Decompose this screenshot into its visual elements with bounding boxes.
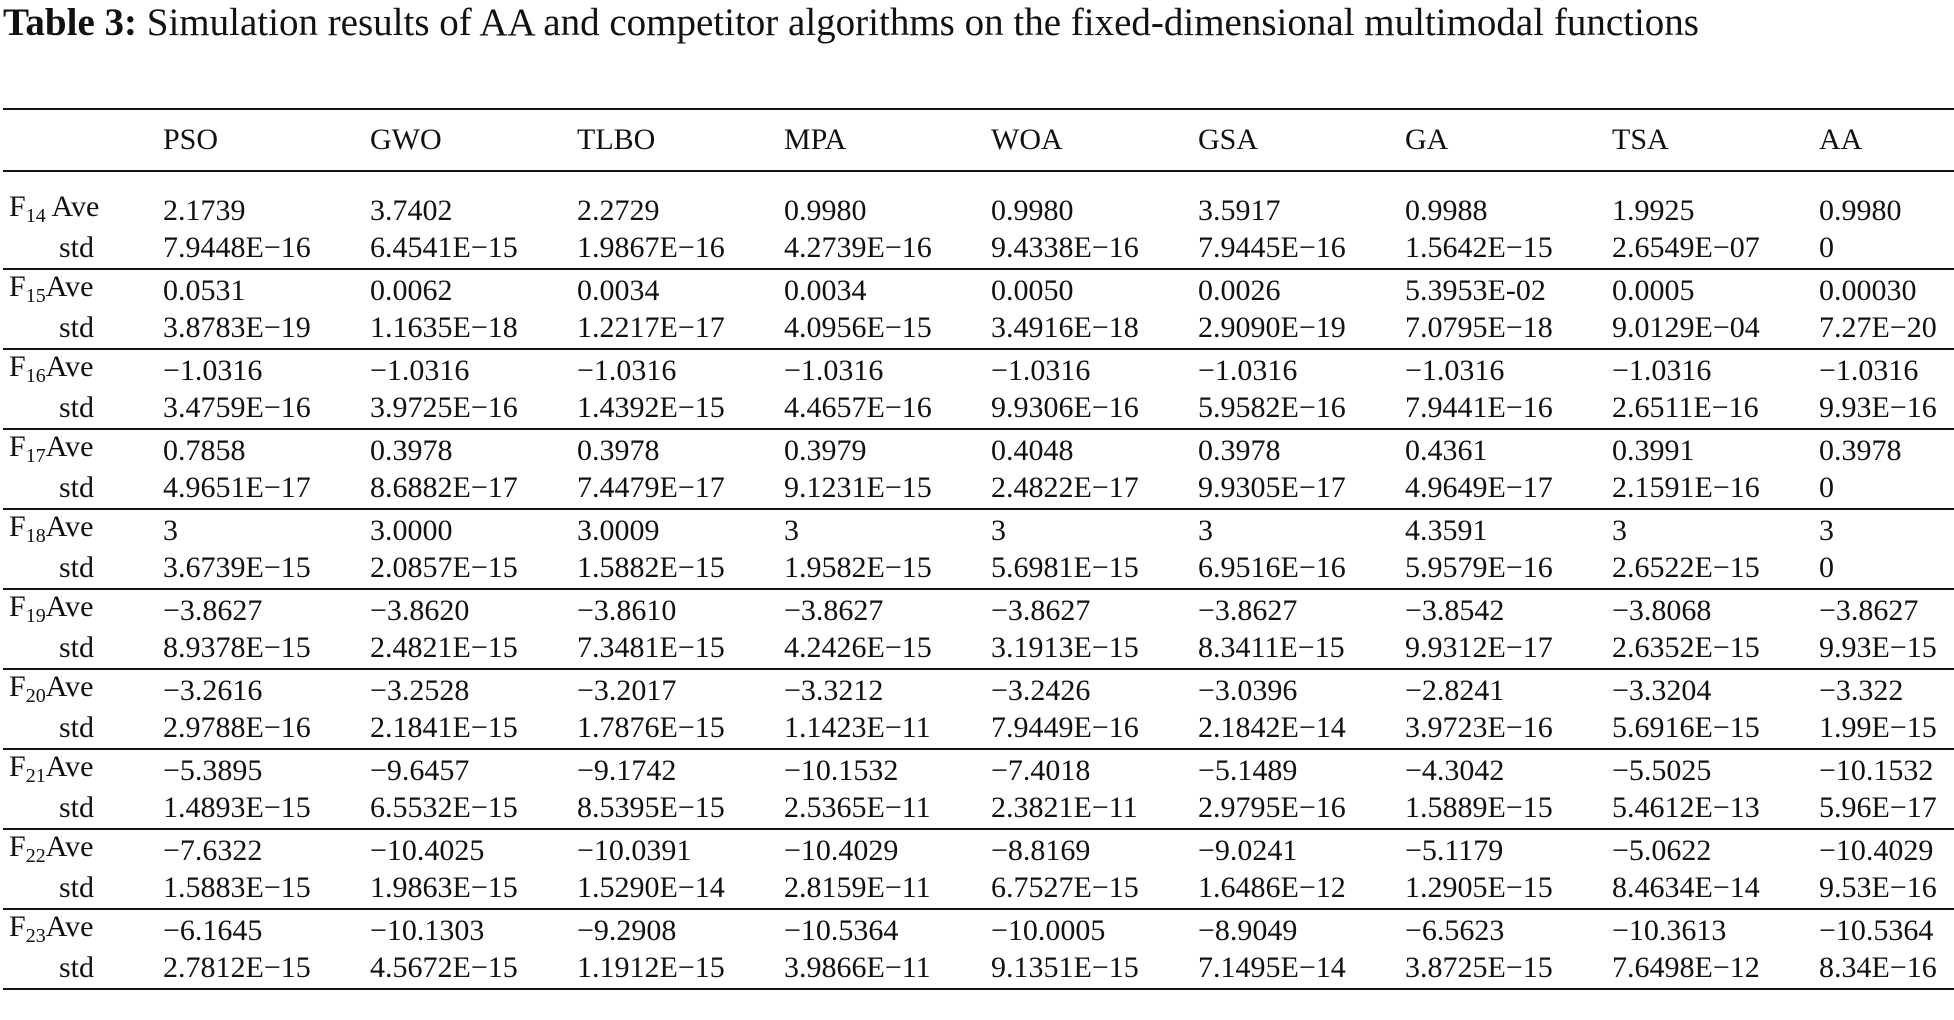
ave-value-cell: 0.9980 <box>1819 194 1902 227</box>
std-label: std <box>59 791 95 824</box>
spacer-row <box>3 171 1954 190</box>
table-row-std <box>3 628 1954 669</box>
std-value-cell: 1.9863E−15 <box>370 871 518 904</box>
ave-value-cell: 3 <box>1612 514 1627 547</box>
std-value-cell: 3.9723E−16 <box>1405 711 1553 744</box>
std-value-cell: 9.9312E−17 <box>1405 631 1553 664</box>
std-value-cell: 1.9867E−16 <box>577 231 725 264</box>
function-name: F <box>9 670 26 703</box>
std-label: std <box>59 311 95 344</box>
ave-value-cell: −5.1489 <box>1198 754 1298 787</box>
function-label <box>3 269 161 308</box>
std-label: std <box>59 711 95 744</box>
std-value-cell: 7.1495E−14 <box>1198 951 1346 984</box>
std-value-cell: 9.9305E−17 <box>1198 471 1346 504</box>
ave-value-cell: −5.1179 <box>1405 834 1504 867</box>
function-name: F <box>9 510 26 543</box>
ave-label: Ave <box>45 830 94 863</box>
ave-value-cell: −10.4025 <box>370 834 485 867</box>
std-value-cell: 2.4821E−15 <box>370 631 518 664</box>
table-row-ave <box>3 269 1954 308</box>
std-value-cell: 3.6739E−15 <box>163 551 311 584</box>
ave-value-cell: −1.0316 <box>991 354 1091 387</box>
ave-value-cell: 3 <box>1819 514 1834 547</box>
ave-value-cell: −5.0622 <box>1612 834 1712 867</box>
ave-value-cell: 0.3979 <box>784 434 867 467</box>
table-row-std <box>3 388 1954 429</box>
table-row-ave <box>3 349 1954 388</box>
table-row-std <box>3 868 1954 909</box>
std-value-cell: 1.5882E−15 <box>577 551 725 584</box>
std-value-cell: 2.9090E−19 <box>1198 311 1346 344</box>
std-value-cell: 2.3821E−11 <box>991 791 1138 824</box>
ave-value-cell: 0.3978 <box>370 434 453 467</box>
std-value-cell: 5.96E−17 <box>1819 791 1937 824</box>
ave-value-cell: −3.8542 <box>1405 594 1505 627</box>
function-label <box>3 749 161 788</box>
column-header: GSA <box>1198 123 1259 156</box>
table-row-std <box>3 788 1954 829</box>
ave-value-cell: −3.3204 <box>1612 674 1712 707</box>
ave-value-cell: −3.8627 <box>1819 594 1919 627</box>
ave-value-cell: −10.3613 <box>1612 914 1727 947</box>
ave-value-cell: −3.2426 <box>991 674 1091 707</box>
std-value-cell: 7.9441E−16 <box>1405 391 1553 424</box>
function-label <box>3 429 161 468</box>
results-table <box>3 108 1954 990</box>
ave-value-cell: −10.0005 <box>991 914 1106 947</box>
std-value-cell: 7.0795E−18 <box>1405 311 1553 344</box>
table-row-ave <box>3 190 1954 228</box>
function-name: F <box>9 430 26 463</box>
std-value-cell: 2.6352E−15 <box>1612 631 1760 664</box>
ave-value-cell: −1.0316 <box>1819 354 1919 387</box>
function-subscript: 18 <box>25 525 46 547</box>
ave-value-cell: −3.8627 <box>784 594 884 627</box>
std-value-cell: 2.1841E−15 <box>370 711 518 744</box>
ave-value-cell: −7.4018 <box>991 754 1091 787</box>
ave-value-cell: 4.3591 <box>1405 514 1488 547</box>
std-label: std <box>59 471 95 504</box>
column-header: GWO <box>370 123 442 156</box>
function-name: F <box>9 590 26 623</box>
std-value-cell: 5.4612E−13 <box>1612 791 1760 824</box>
std-value-cell: 1.2217E−17 <box>577 311 725 344</box>
ave-value-cell: 0.9980 <box>991 194 1074 227</box>
function-name: F <box>9 350 26 383</box>
ave-value-cell: 0.3978 <box>577 434 660 467</box>
table-row-std <box>3 548 1954 589</box>
std-value-cell: 8.34E−16 <box>1819 951 1937 984</box>
std-value-cell: 7.9449E−16 <box>991 711 1139 744</box>
std-value-cell: 4.2739E−16 <box>784 231 932 264</box>
function-subscript: 22 <box>25 845 46 867</box>
ave-value-cell: −1.0316 <box>1405 354 1505 387</box>
table-row-ave <box>3 749 1954 788</box>
std-value-cell: 7.27E−20 <box>1819 311 1937 344</box>
std-value-cell: 2.7812E−15 <box>163 951 311 984</box>
function-subscript: 19 <box>25 605 46 627</box>
ave-value-cell: 0.4048 <box>991 434 1074 467</box>
ave-value-cell: −4.3042 <box>1405 754 1505 787</box>
ave-value-cell: −6.1645 <box>163 914 263 947</box>
ave-value-cell: 0.3978 <box>1819 434 1902 467</box>
ave-value-cell: 0.00030 <box>1819 274 1917 307</box>
ave-value-cell: −3.3212 <box>784 674 884 707</box>
std-value-cell: 5.9579E−16 <box>1405 551 1553 584</box>
ave-value-cell: 3 <box>991 514 1006 547</box>
column-header: AA <box>1819 123 1863 156</box>
std-value-cell: 9.93E−15 <box>1819 631 1937 664</box>
ave-value-cell: −10.4029 <box>784 834 899 867</box>
std-value-cell: 2.5365E−11 <box>784 791 931 824</box>
std-value-cell: 0 <box>1819 551 1834 584</box>
table-row-ave <box>3 669 1954 708</box>
ave-value-cell: 3 <box>163 514 178 547</box>
std-value-cell: 9.1231E−15 <box>784 471 932 504</box>
ave-value-cell: −10.1532 <box>784 754 899 787</box>
function-subscript: 14 <box>25 205 46 227</box>
column-header: MPA <box>784 123 847 156</box>
std-value-cell: 4.5672E−15 <box>370 951 518 984</box>
ave-label: Ave <box>45 190 100 223</box>
table-row-ave <box>3 829 1954 868</box>
std-value-cell: 2.4822E−17 <box>991 471 1139 504</box>
std-value-cell: 1.2905E−15 <box>1405 871 1553 904</box>
function-label <box>3 589 161 628</box>
std-value-cell: 2.6511E−16 <box>1612 391 1759 424</box>
function-label <box>3 669 161 708</box>
ave-value-cell: −8.8169 <box>991 834 1091 867</box>
ave-value-cell: −10.0391 <box>577 834 692 867</box>
table-body <box>3 171 1954 989</box>
function-label <box>3 829 161 868</box>
std-value-cell: 5.9582E−16 <box>1198 391 1346 424</box>
table-row-ave <box>3 509 1954 548</box>
table-row-std <box>3 948 1954 989</box>
ave-value-cell: −9.1742 <box>577 754 677 787</box>
ave-value-cell: 0.0034 <box>577 274 660 307</box>
std-value-cell: 4.2426E−15 <box>784 631 932 664</box>
function-name: F <box>9 750 26 783</box>
std-value-cell: 6.7527E−15 <box>991 871 1139 904</box>
std-value-cell: 4.9649E−17 <box>1405 471 1553 504</box>
function-name: F <box>9 190 26 223</box>
table-caption <box>3 0 1953 45</box>
ave-value-cell: 3.0009 <box>577 514 660 547</box>
caption-label: Table 3: <box>3 1 138 44</box>
std-value-cell: 0 <box>1819 231 1834 264</box>
table-row-ave <box>3 429 1954 468</box>
std-value-cell: 2.1591E−16 <box>1612 471 1760 504</box>
ave-value-cell: −3.8627 <box>1198 594 1298 627</box>
ave-value-cell: −10.5364 <box>784 914 899 947</box>
ave-value-cell: 3 <box>784 514 799 547</box>
std-value-cell: 9.4338E−16 <box>991 231 1139 264</box>
std-value-cell: 1.4392E−15 <box>577 391 725 424</box>
function-label <box>3 509 161 548</box>
std-value-cell: 3.9866E−11 <box>784 951 931 984</box>
std-value-cell: 1.1423E−11 <box>784 711 931 744</box>
table-row-std <box>3 708 1954 749</box>
ave-value-cell: −5.5025 <box>1612 754 1712 787</box>
std-value-cell: 3.1913E−15 <box>991 631 1139 664</box>
std-label: std <box>59 391 95 424</box>
ave-value-cell: −10.1303 <box>370 914 485 947</box>
ave-value-cell: 3.0000 <box>370 514 453 547</box>
std-value-cell: 9.1351E−15 <box>991 951 1139 984</box>
function-subscript: 15 <box>25 285 46 307</box>
ave-value-cell: 0.0005 <box>1612 274 1695 307</box>
ave-value-cell: −3.8627 <box>163 594 263 627</box>
ave-value-cell: −3.2017 <box>577 674 677 707</box>
ave-label: Ave <box>45 590 94 623</box>
function-name: F <box>9 830 26 863</box>
caption-text: Simulation results of AA and competitor algorithms on the fixed-dimensional multimodal functions <box>146 1 1699 44</box>
std-value-cell: 4.4657E−16 <box>784 391 932 424</box>
std-value-cell: 6.5532E−15 <box>370 791 518 824</box>
std-value-cell: 2.6522E−15 <box>1612 551 1760 584</box>
std-value-cell: 1.5290E−14 <box>577 871 725 904</box>
std-value-cell: 7.6498E−12 <box>1612 951 1760 984</box>
ave-label: Ave <box>45 430 94 463</box>
function-name: F <box>9 910 26 943</box>
ave-value-cell: −1.0316 <box>784 354 884 387</box>
ave-value-cell: 2.2729 <box>577 194 660 227</box>
ave-value-cell: 5.3953E-02 <box>1405 274 1546 307</box>
ave-value-cell: 0.0026 <box>1198 274 1281 307</box>
ave-value-cell: 0.0034 <box>784 274 867 307</box>
std-label: std <box>59 951 95 984</box>
std-value-cell: 1.99E−15 <box>1819 711 1937 744</box>
std-value-cell: 8.4634E−14 <box>1612 871 1760 904</box>
ave-value-cell: −1.0316 <box>163 354 263 387</box>
ave-value-cell: 1.9925 <box>1612 194 1695 227</box>
ave-label: Ave <box>45 270 94 303</box>
std-value-cell: 2.9788E−16 <box>163 711 311 744</box>
table-row-std <box>3 468 1954 509</box>
std-value-cell: 8.6882E−17 <box>370 471 518 504</box>
column-header: GA <box>1405 123 1449 156</box>
function-subscript: 17 <box>25 445 46 467</box>
function-label <box>3 349 161 388</box>
std-value-cell: 3.9725E−16 <box>370 391 518 424</box>
std-value-cell: 7.9445E−16 <box>1198 231 1346 264</box>
header-row <box>3 109 1954 171</box>
std-value-cell: 1.1912E−15 <box>577 951 725 984</box>
column-header: TLBO <box>577 123 656 156</box>
ave-value-cell: −9.2908 <box>577 914 677 947</box>
function-label <box>3 190 161 228</box>
std-value-cell: 7.4479E−17 <box>577 471 725 504</box>
ave-value-cell: 0.0050 <box>991 274 1074 307</box>
function-subscript: 21 <box>25 765 46 787</box>
std-value-cell: 3.4759E−16 <box>163 391 311 424</box>
std-value-cell: 9.93E−16 <box>1819 391 1937 424</box>
function-label <box>3 909 161 948</box>
std-label: std <box>59 231 95 264</box>
std-value-cell: 1.7876E−15 <box>577 711 725 744</box>
std-value-cell: 8.3411E−15 <box>1198 631 1345 664</box>
std-value-cell: 3.8725E−15 <box>1405 951 1553 984</box>
std-label: std <box>59 871 95 904</box>
column-header: PSO <box>163 123 219 156</box>
std-value-cell: 3.4916E−18 <box>991 311 1139 344</box>
ave-value-cell: −3.8627 <box>991 594 1091 627</box>
ave-value-cell: −1.0316 <box>577 354 677 387</box>
std-value-cell: 2.1842E−14 <box>1198 711 1346 744</box>
std-value-cell: 9.9306E−16 <box>991 391 1139 424</box>
ave-value-cell: −8.9049 <box>1198 914 1298 947</box>
std-value-cell: 4.9651E−17 <box>163 471 311 504</box>
column-header: WOA <box>991 123 1063 156</box>
ave-value-cell: −1.0316 <box>1198 354 1298 387</box>
std-value-cell: 5.6916E−15 <box>1612 711 1760 744</box>
std-value-cell: 4.0956E−15 <box>784 311 932 344</box>
std-value-cell: 0 <box>1819 471 1834 504</box>
ave-value-cell: 2.1739 <box>163 194 246 227</box>
std-value-cell: 1.1635E−18 <box>370 311 518 344</box>
ave-label: Ave <box>45 670 94 703</box>
ave-value-cell: −5.3895 <box>163 754 263 787</box>
std-value-cell: 8.9378E−15 <box>163 631 311 664</box>
ave-value-cell: −3.8068 <box>1612 594 1712 627</box>
ave-value-cell: 0.4361 <box>1405 434 1488 467</box>
ave-value-cell: 3.7402 <box>370 194 453 227</box>
ave-value-cell: −1.0316 <box>1612 354 1712 387</box>
ave-value-cell: −3.8620 <box>370 594 470 627</box>
ave-value-cell: −10.1532 <box>1819 754 1934 787</box>
ave-value-cell: −3.0396 <box>1198 674 1298 707</box>
std-value-cell: 5.6981E−15 <box>991 551 1139 584</box>
std-value-cell: 7.3481E−15 <box>577 631 725 664</box>
std-value-cell: 1.6486E−12 <box>1198 871 1346 904</box>
ave-value-cell: 0.9988 <box>1405 194 1488 227</box>
column-header: TSA <box>1612 123 1669 156</box>
std-value-cell: 2.9795E−16 <box>1198 791 1346 824</box>
std-value-cell: 8.5395E−15 <box>577 791 725 824</box>
ave-value-cell: 3.5917 <box>1198 194 1281 227</box>
std-value-cell: 7.9448E−16 <box>163 231 311 264</box>
table-row-ave <box>3 589 1954 628</box>
ave-value-cell: 0.0062 <box>370 274 453 307</box>
std-label: std <box>59 631 95 664</box>
ave-value-cell: −6.5623 <box>1405 914 1505 947</box>
std-value-cell: 1.5883E−15 <box>163 871 311 904</box>
ave-value-cell: −7.6322 <box>163 834 263 867</box>
header-corner <box>3 109 161 171</box>
ave-value-cell: −10.4029 <box>1819 834 1934 867</box>
std-value-cell: 9.0129E−04 <box>1612 311 1760 344</box>
std-value-cell: 2.8159E−11 <box>784 871 931 904</box>
function-subscript: 16 <box>25 365 46 387</box>
function-subscript: 20 <box>25 685 46 707</box>
ave-value-cell: −9.0241 <box>1198 834 1298 867</box>
ave-value-cell: 0.9980 <box>784 194 867 227</box>
table-row-ave <box>3 909 1954 948</box>
ave-value-cell: 0.3978 <box>1198 434 1281 467</box>
ave-value-cell: −3.322 <box>1819 674 1904 707</box>
std-value-cell: 3.8783E−19 <box>163 311 311 344</box>
table-row-std <box>3 228 1954 269</box>
std-value-cell: 1.5889E−15 <box>1405 791 1553 824</box>
function-name: F <box>9 270 26 303</box>
ave-label: Ave <box>45 910 94 943</box>
function-subscript: 23 <box>25 925 46 947</box>
ave-value-cell: −2.8241 <box>1405 674 1505 707</box>
ave-value-cell: −3.2616 <box>163 674 263 707</box>
ave-value-cell: −3.8610 <box>577 594 677 627</box>
std-value-cell: 2.6549E−07 <box>1612 231 1760 264</box>
ave-value-cell: −10.5364 <box>1819 914 1934 947</box>
std-value-cell: 1.5642E−15 <box>1405 231 1553 264</box>
ave-value-cell: 0.7858 <box>163 434 246 467</box>
std-value-cell: 6.4541E−15 <box>370 231 518 264</box>
std-value-cell: 9.53E−16 <box>1819 871 1937 904</box>
ave-value-cell: −9.6457 <box>370 754 470 787</box>
ave-value-cell: 0.3991 <box>1612 434 1695 467</box>
ave-label: Ave <box>45 350 94 383</box>
ave-value-cell: 0.0531 <box>163 274 246 307</box>
ave-value-cell: −3.2528 <box>370 674 470 707</box>
std-label: std <box>59 551 95 584</box>
ave-label: Ave <box>45 750 94 783</box>
ave-value-cell: 3 <box>1198 514 1213 547</box>
table-row-std <box>3 308 1954 349</box>
std-value-cell: 1.4893E−15 <box>163 791 311 824</box>
std-value-cell: 1.9582E−15 <box>784 551 932 584</box>
ave-label: Ave <box>45 510 94 543</box>
std-value-cell: 2.0857E−15 <box>370 551 518 584</box>
ave-value-cell: −1.0316 <box>370 354 470 387</box>
std-value-cell: 6.9516E−16 <box>1198 551 1346 584</box>
